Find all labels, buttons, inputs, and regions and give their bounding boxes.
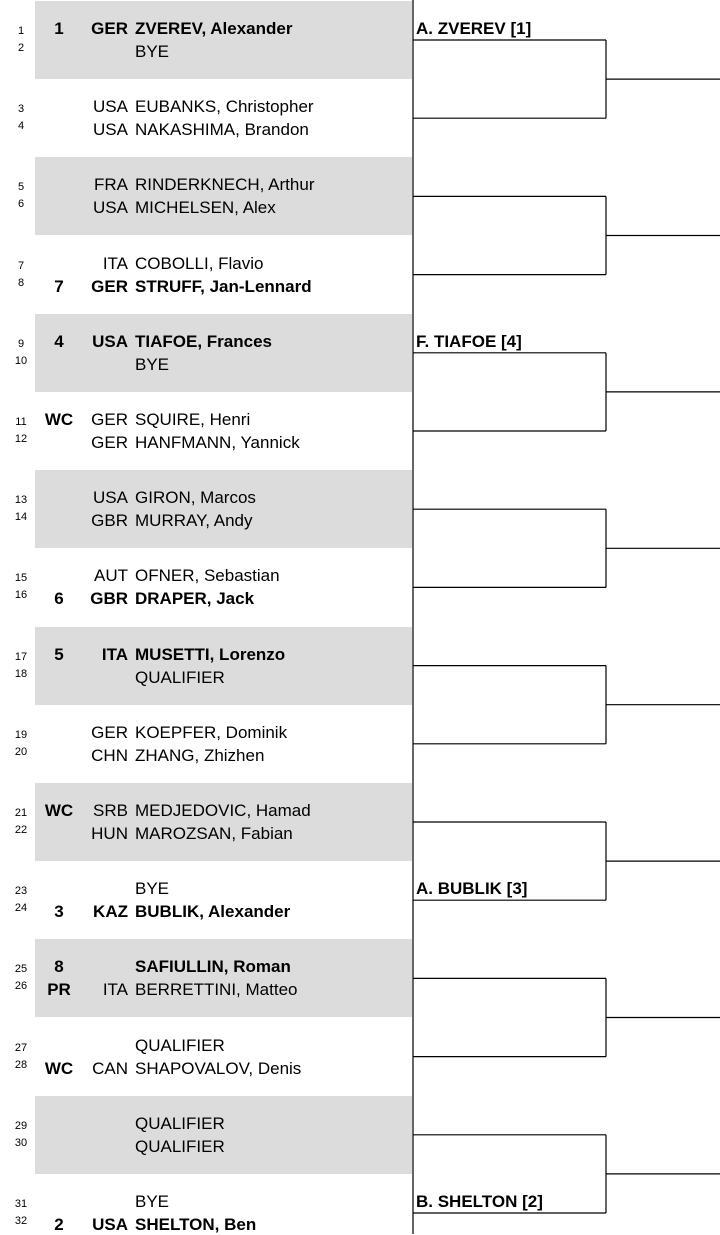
player-name: QUALIFIER <box>135 1113 225 1133</box>
player-name: NAKASHIMA, Brandon <box>135 120 309 140</box>
advancer-label: F. TIAFOE [4] <box>416 331 522 351</box>
match-band <box>35 157 412 235</box>
player-name: BYE <box>135 879 170 899</box>
draw-position: 1 <box>17 25 25 37</box>
country-code: SRB <box>93 801 128 820</box>
player-name: BERRETTINI, Matteo <box>135 980 298 1000</box>
country-code: ITA <box>102 253 128 273</box>
player-name: STRUFF, Jan-Lennard <box>135 276 312 296</box>
country-code: USA <box>93 488 128 508</box>
draw-position: 20 <box>14 745 28 758</box>
country-code: CHN <box>91 745 128 765</box>
player-name: SQUIRE, Henri <box>135 410 251 429</box>
draw-position: 28 <box>14 1058 28 1071</box>
country-code: ITA <box>101 644 128 664</box>
match-band <box>35 783 412 861</box>
draw-position: 8 <box>17 276 25 289</box>
draw-position: 27 <box>14 1041 28 1054</box>
seed-label: 3 <box>54 902 64 922</box>
country-code: AUT <box>94 566 128 586</box>
country-code: GER <box>91 276 128 296</box>
player-name: TIAFOE, Frances <box>135 331 272 351</box>
draw-position: 21 <box>14 807 28 819</box>
match-band <box>35 470 412 548</box>
player-name: HANFMANN, Yannick <box>135 433 300 452</box>
country-code: GBR <box>91 511 128 531</box>
seed-label: 6 <box>54 589 64 609</box>
seed-label: 4 <box>54 331 64 351</box>
country-code: USA <box>92 1215 128 1234</box>
country-code: ITA <box>102 980 128 1000</box>
player-name: QUALIFIER <box>135 1136 225 1156</box>
seed-label: WC <box>44 410 74 429</box>
player-name: QUALIFIER <box>135 667 225 687</box>
draw-position: 29 <box>14 1119 28 1132</box>
draw-position: 32 <box>14 1215 28 1227</box>
draw-position: 7 <box>17 259 25 272</box>
seed-label: 1 <box>54 19 64 38</box>
country-code: USA <box>93 97 128 117</box>
seed-label: 8 <box>54 957 64 977</box>
player-name: BYE <box>135 42 170 61</box>
player-name: RINDERKNECH, Arthur <box>135 175 315 195</box>
draw-position: 30 <box>14 1136 28 1149</box>
country-code: GER <box>91 433 128 452</box>
seed-label: 2 <box>54 1215 64 1234</box>
draw-position: 5 <box>17 181 25 194</box>
player-name: MICHELSEN, Alex <box>135 198 276 218</box>
draw-position: 19 <box>14 728 28 741</box>
draw-position: 23 <box>14 885 28 898</box>
player-name: MAROZSAN, Fabian <box>135 824 293 843</box>
player-name: OFNER, Sebastian <box>135 566 280 586</box>
advancer-label: A. BUBLIK [3] <box>416 879 528 899</box>
player-name: DRAPER, Jack <box>135 589 255 609</box>
match-band <box>35 1 412 79</box>
match-band <box>35 939 412 1017</box>
draw-position: 16 <box>14 589 28 602</box>
player-name: KOEPFER, Dominik <box>135 722 288 742</box>
seed-label: 7 <box>54 276 64 296</box>
match-band <box>35 1096 412 1174</box>
draw-position: 4 <box>17 120 25 133</box>
match-band <box>35 627 412 705</box>
player-name: BYE <box>135 1192 170 1211</box>
country-code: GBR <box>90 589 128 609</box>
draw-position: 2 <box>17 42 25 54</box>
seed-label: WC <box>44 1058 74 1078</box>
draw-position: 11 <box>15 416 27 428</box>
draw-position: 18 <box>14 667 28 680</box>
country-code: KAZ <box>93 902 128 922</box>
draw-position: 9 <box>17 337 25 350</box>
draw-position: 24 <box>14 902 28 915</box>
player-name: MUSETTI, Lorenzo <box>135 644 286 664</box>
country-code: CAN <box>92 1058 128 1078</box>
player-name: SAFIULLIN, Roman <box>135 957 291 977</box>
draw-position: 14 <box>14 511 28 524</box>
player-name: EUBANKS, Christopher <box>135 97 314 117</box>
draw-position: 31 <box>14 1198 28 1210</box>
country-code: USA <box>92 331 128 351</box>
draw-position: 3 <box>17 103 25 116</box>
player-name: GIRON, Marcos <box>135 488 256 508</box>
player-name: SHELTON, Ben <box>135 1215 257 1234</box>
seed-label: WC <box>44 801 74 820</box>
player-name: COBOLLI, Flavio <box>135 253 264 273</box>
advancer-label: A. ZVEREV [1] <box>416 19 532 38</box>
draw-position: 22 <box>14 824 28 836</box>
player-name: ZVEREV, Alexander <box>135 19 293 38</box>
country-code: GER <box>91 410 128 429</box>
draw-position: 12 <box>14 433 28 445</box>
advancer-label: B. SHELTON [2] <box>416 1192 543 1211</box>
player-name: SHAPOVALOV, Denis <box>135 1058 302 1078</box>
country-code: USA <box>93 198 128 218</box>
draw-position: 15 <box>14 572 28 585</box>
player-name: BUBLIK, Alexander <box>135 902 291 922</box>
draw-position: 6 <box>17 198 25 211</box>
country-code: GER <box>91 722 128 742</box>
country-code: GER <box>91 19 128 38</box>
player-name: MURRAY, Andy <box>135 511 253 531</box>
seed-label: 5 <box>54 644 64 664</box>
player-name: MEDJEDOVIC, Hamad <box>135 801 311 820</box>
player-name: QUALIFIER <box>135 1035 225 1055</box>
country-code: FRA <box>94 175 128 195</box>
seed-label: PR <box>47 980 71 1000</box>
player-name: ZHANG, Zhizhen <box>135 745 265 765</box>
country-code: USA <box>93 120 128 140</box>
match-band <box>35 314 412 392</box>
draw-position: 17 <box>14 650 28 663</box>
draw-position: 25 <box>14 963 28 976</box>
draw-position: 13 <box>14 494 28 507</box>
country-code: HUN <box>91 824 128 843</box>
draw-position: 10 <box>14 354 28 367</box>
draw-position: 26 <box>14 980 28 993</box>
player-name: BYE <box>135 354 170 374</box>
